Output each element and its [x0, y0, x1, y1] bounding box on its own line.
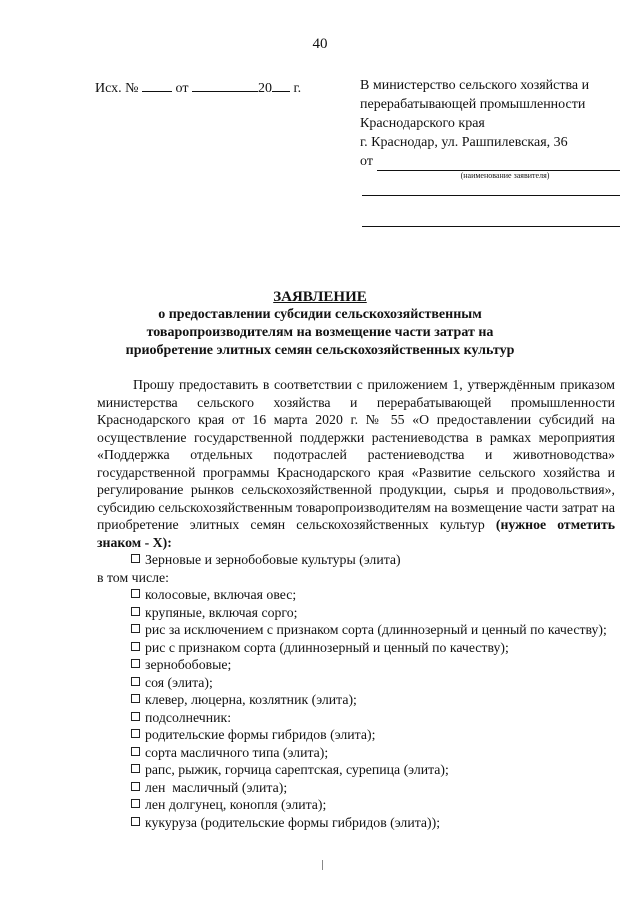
addressee-line: перерабатывающей промышленности — [360, 97, 586, 112]
checkbox-icon[interactable] — [131, 589, 140, 598]
checkbox-option[interactable] — [97, 726, 615, 744]
checkbox-icon[interactable] — [131, 712, 140, 721]
option-label: сорта масличного типа (элита); — [145, 744, 329, 760]
applicant-from-label: от — [360, 154, 373, 169]
addressee-line: В министерство сельского хозяйства и — [360, 78, 590, 93]
applicant-row — [360, 152, 620, 171]
checkbox-icon[interactable] — [131, 764, 140, 773]
outgoing-date-blank — [192, 78, 258, 92]
checkbox-option[interactable] — [97, 551, 615, 569]
checkbox-icon[interactable] — [131, 747, 140, 756]
option-label: лен долгунец, конопля (элита); — [145, 797, 327, 812]
request-instruction: (нужное отметить знаком - Х): — [97, 517, 616, 550]
option-label: кукуруза (родительские формы гибридов (элита)); — [145, 814, 441, 830]
outgoing-year-prefix: 20 — [257, 81, 272, 96]
checkbox-option[interactable] — [97, 586, 615, 604]
option-label: клевер, люцерна, козлятник (элита); — [145, 692, 357, 707]
option-label: крупяные, включая сорго; — [145, 604, 298, 620]
checkbox-icon[interactable] — [131, 817, 140, 826]
request-paragraph — [97, 376, 615, 551]
scan-mark — [322, 860, 323, 870]
applicant-extra-line — [362, 195, 620, 196]
option-label: рапс, рыжик, горчица сарептская, сурепица (элита); — [145, 762, 449, 777]
including-label: в том числе: — [97, 569, 169, 585]
option-label: рис с признаком сорта (длиннозерный и ценный по качеству); — [145, 639, 509, 655]
checkbox-option[interactable] — [97, 779, 615, 797]
option-label: колосовые, включая овес; — [145, 587, 297, 602]
title-subtitle-line: приобретение элитных семян сельскохозяйственных культур — [125, 343, 515, 358]
addressee-line: Краснодарского края — [360, 116, 485, 131]
checkbox-option[interactable] — [97, 604, 615, 622]
outgoing-year-abbr: г. — [293, 81, 302, 96]
applicant-name-blank — [377, 156, 620, 171]
request-text: Прошу предоставить в соответствии с приложением 1, утверждённым приказом министерства сельского хозяйства и перерабатывающей промышленности Краснодарского края от 16 марта 2020 г. № 55 «О предоставлении субсидий на осуществление государственной поддержки растениеводства в рамках мероприятия «Поддержка отдельных подотраслей растениеводства и животноводства» государственной программы Краснодарского края «Развитие сельского хозяйства и регулирование рынков сельскохозяйственной продукции, сырья и продовольствия», субсидию сельскохозяйственным товаропроизводителям на возмещение части затрат на приобретение элитных семян сельскохозяйственных культур — [97, 377, 615, 532]
outgoing-number-blank — [142, 78, 172, 92]
checkbox-option[interactable] — [97, 761, 615, 779]
checkbox-icon[interactable] — [131, 694, 140, 703]
page-number: 40 — [312, 36, 328, 52]
applicant-extra-line — [362, 226, 620, 227]
checkbox-option[interactable] — [97, 691, 615, 709]
option-label: родительские формы гибридов (элита); — [145, 727, 376, 742]
title-subtitle-line: товаропроизводителям на возмещение части затрат на — [146, 325, 494, 340]
applicant-hint: (наименование заявителя) — [460, 171, 550, 180]
checkbox-option[interactable] — [97, 709, 615, 727]
checkbox-option[interactable] — [97, 621, 615, 639]
checkbox-option[interactable] — [97, 656, 615, 674]
checkbox-option[interactable] — [97, 639, 615, 657]
title-subtitle-line: о предоставлении субсидии сельскохозяйственным — [158, 307, 482, 322]
outgoing-from-word: от — [175, 81, 189, 96]
outgoing-prefix: Исх. № — [95, 81, 139, 96]
checkbox-icon[interactable] — [131, 624, 140, 633]
checkbox-option[interactable] — [97, 744, 615, 762]
checkbox-icon[interactable] — [131, 729, 140, 738]
checkbox-icon[interactable] — [131, 554, 140, 563]
option-label: соя (элита); — [145, 674, 213, 690]
checkbox-icon[interactable] — [131, 659, 140, 668]
outgoing-number-line — [95, 78, 301, 97]
checkbox-option[interactable] — [97, 814, 615, 832]
addressee-block — [360, 76, 620, 227]
option-label: Зерновые и зернобобовые культуры (элита) — [145, 552, 401, 567]
addressee-line: г. Краснодар, ул. Рашпилевская, 36 — [360, 135, 568, 150]
checkbox-option[interactable] — [97, 674, 615, 692]
title-main: ЗАЯВЛЕНИЕ — [273, 289, 367, 305]
document-body — [97, 376, 615, 831]
checkbox-icon[interactable] — [131, 782, 140, 791]
option-label: зернобобовые; — [145, 657, 232, 672]
option-label: лен масличный (элита); — [145, 779, 288, 795]
checkbox-icon[interactable] — [131, 799, 140, 808]
option-label: рис за исключением с признаком сорта (длиннозерный и ценный по качеству); — [145, 622, 607, 637]
checkbox-icon[interactable] — [131, 642, 140, 651]
checkbox-icon[interactable] — [131, 607, 140, 616]
checkbox-option[interactable] — [97, 796, 615, 814]
checkbox-icon[interactable] — [131, 677, 140, 686]
document-title — [60, 288, 580, 360]
option-label: подсолнечник: — [145, 709, 232, 725]
outgoing-year-blank — [272, 78, 290, 92]
